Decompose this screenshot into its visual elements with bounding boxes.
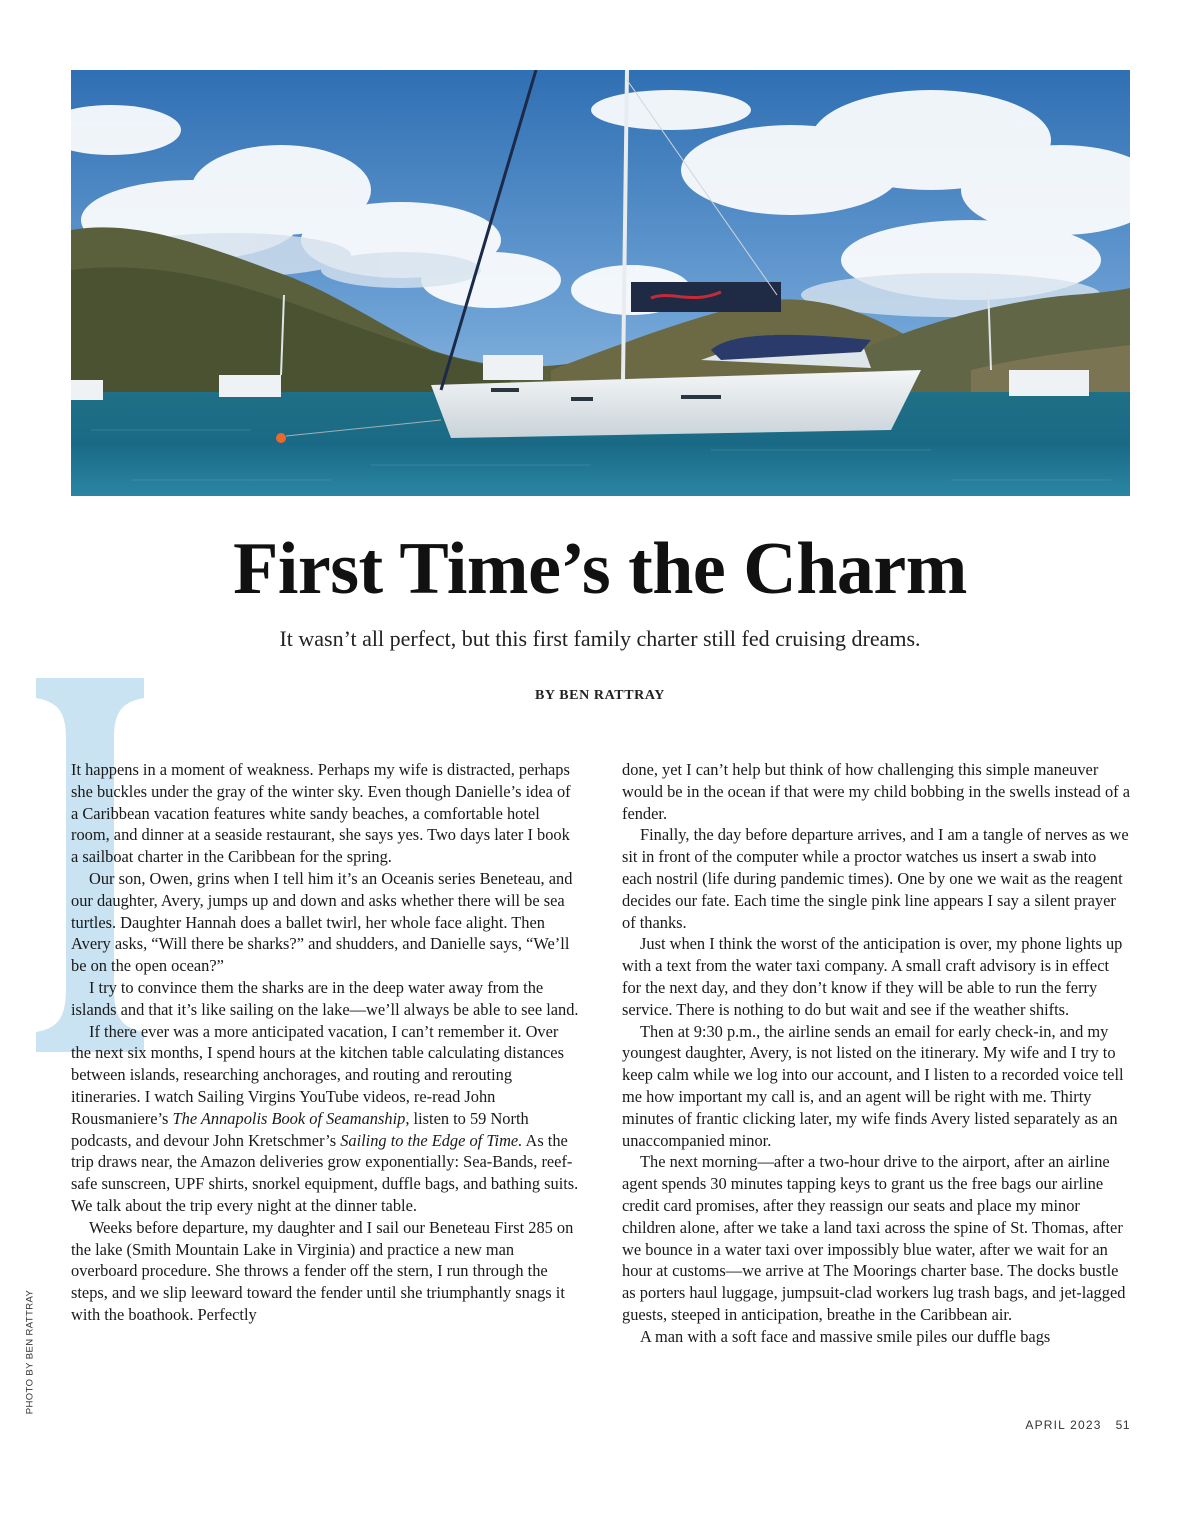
paragraph: Finally, the day before departure arrives, and I am a tangle of nerves as we sit in front of the computer while a proctor watches us insert a swab into each nostril (life during pandemic times). One by one we wait as the reagent decides our fate. Each time the single pink line appears I say a silent prayer of thanks. [622, 825, 1129, 932]
folio [1025, 1418, 1130, 1432]
paragraph: Our son, Owen, grins when I tell him it’s an Oceanis series Beneteau, and our daughter, Avery, jumps up and down and asks whether there will be sea turtles. Daughter Hannah does a ballet twirl, her whole face alight. Then Avery asks, “Will there be sharks?” and shudders, and Danielle says, “We’ll be on the open ocean?” [71, 868, 573, 976]
article-title: First Time’s the Charm [233, 528, 967, 610]
text-run: As the trip draws near, the Amazon deliveries grow exponentially: Sea-Bands, reef-safe sunscreen, UPF shirts, snorkel equipment, duffle bags, and bathing suits. We talk about the trip every night at the dinner table. [71, 1130, 579, 1215]
paragraph: I try to convince them the sharks are in the deep water away from the islands and that it’s like sailing on the lake—we’ll always be able to see land. [71, 977, 579, 1019]
book-title: The Annapolis Book of Seamanship [172, 1108, 406, 1128]
paragraph: The next morning—after a two-hour drive to the airport, after an airline agent spends 30 minutes tapping keys to grant us the free bags our airline credit card promises, after they reassign our seats and place my minor children alone, after we take a land taxi across the spine of St. Thomas, after we bounce in a water taxi over impossibly blue water, after we wait for an hour at customs—we arrive at The Moorings charter base. The docks bustle as porters haul luggage, jumpsuit-clad workers lug trash bags, and jet-lagged guests, steeped in anticipation, breathe in the Caribbean air. [622, 1152, 1126, 1324]
paragraph: It happens in a moment of weakness. Perhaps my wife is distracted, perhaps she buckles under the gray of the winter sky. Even though Danielle’s idea of a Caribbean vacation features white sandy beaches, a comfortable hotel room, and dinner at a seaside restaurant, she says yes. Two days later I book a sailboat charter in the Caribbean for the spring. [71, 760, 571, 867]
paragraph: Weeks before departure, my daughter and I sail our Beneteau First 285 on the lake (Smith Mountain Lake in Virginia) and practice a new man overboard procedure. She throws a fender off the stern, I run through the steps, and we slip leeward toward the fender until she triumphantly snags it with the boathook. Perfectly [71, 1217, 574, 1324]
text-run: If there ever was a more anticipated vacation, I can’t remember it. Over the next six months, I spend hours at the kitchen table calculating distances between islands, researching anchorages, and routing and rerouting itineraries. I watch Sailing Virgins YouTube videos, re-read John Rousmaniere’s [71, 1021, 564, 1128]
article-deck: It wasn’t all perfect, but this first family charter still fed cruising dreams. [279, 626, 921, 651]
paragraph: A man with a soft face and massive smile piles our duffle bags [640, 1326, 1051, 1346]
body-column-left [71, 759, 579, 1326]
paragraph: Just when I think the worst of the anticipation is over, my phone lights up with a text from the water taxi company. A small craft advisory is in effect for the next day, and they don’t know if they will be able to run the ferry service. There is nothing to do but wait and see if the weather shifts. [622, 934, 1123, 1019]
book-title: Sailing to the Edge of Time. [340, 1130, 523, 1150]
paragraph [71, 1021, 579, 1217]
body-column-right [622, 759, 1130, 1348]
paragraph: Then at 9:30 p.m., the airline sends an email for early check-in, and my youngest daughter, Avery, is not listed on the itinerary. My wife and I try to keep calm while we log into our account, and I listen to a recorded voice tell me how important my call is, and an agent will be right with me. Thirty minutes of frantic clicking later, my wife finds Avery listed separately as an unaccompanied minor. [622, 1021, 1124, 1150]
sailboat-photo [71, 70, 1130, 496]
page-number: 51 [1115, 1418, 1130, 1432]
issue-date: APRIL 2023 [1025, 1418, 1102, 1432]
byline: BY BEN RATTRAY [534, 688, 666, 703]
text-run: , listen to 59 North podcasts, and devour John Kretschmer’s [71, 1108, 529, 1150]
hero-photo [71, 70, 1130, 496]
photo-credit: PHOTO BY BEN RATTRAY [24, 1289, 36, 1415]
paragraph: done, yet I can’t help but think of how challenging this simple maneuver would be in the ocean if that were my child bobbing in the swells instead of a fender. [622, 760, 1130, 823]
